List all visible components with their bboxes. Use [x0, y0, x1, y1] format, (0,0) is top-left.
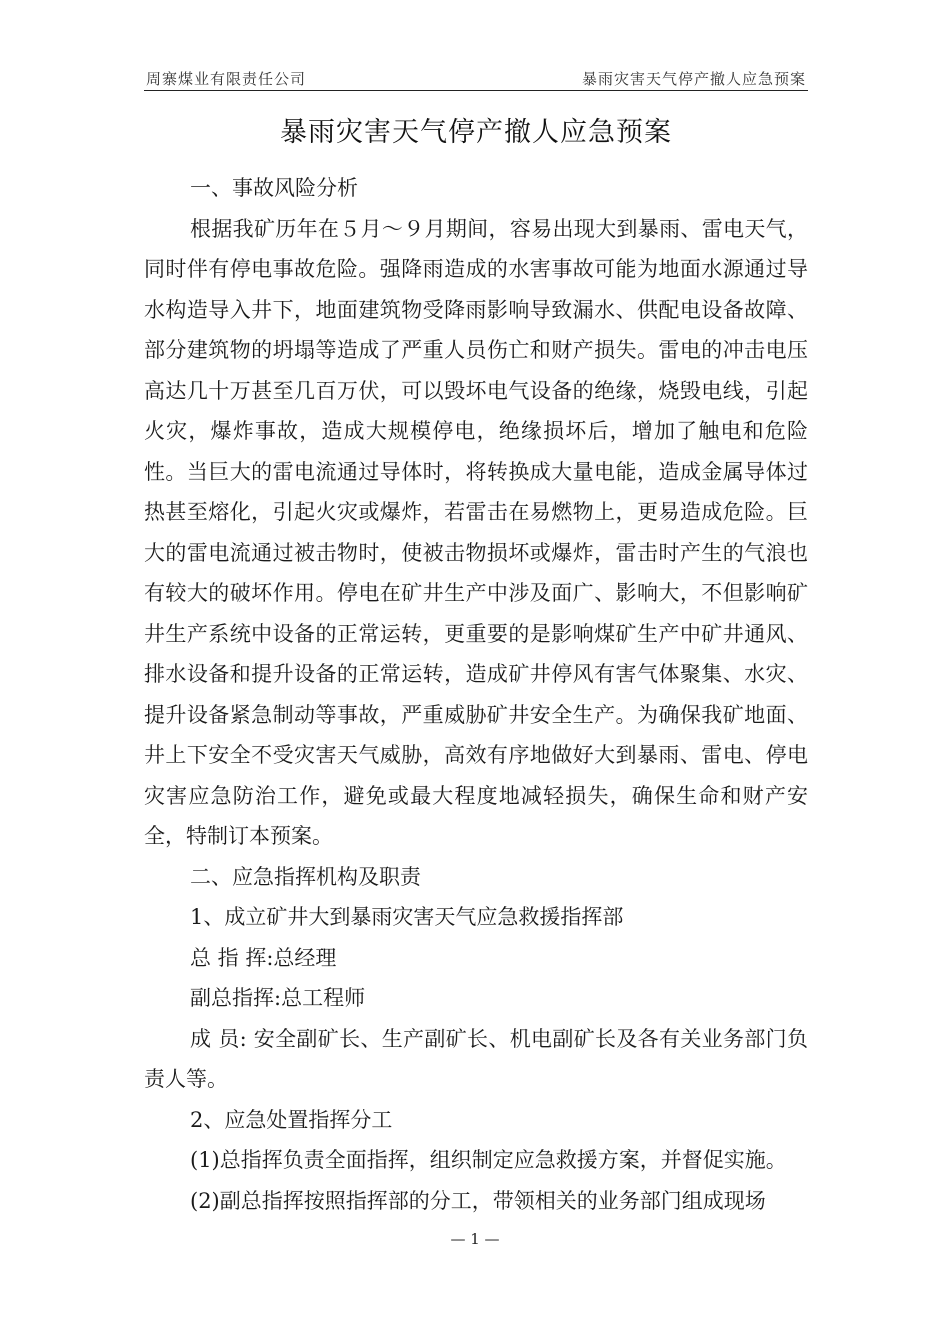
page-number: — 1 —: [450, 1230, 500, 1248]
header-document-title: 暴雨灾害天气停产撤人应急预案: [581, 70, 806, 88]
commander-line: 总 指 挥:总经理: [190, 945, 337, 970]
duty-item-1: (1)总指挥负责全面指挥，组织制定应急救援方案，并督促实施。: [190, 1148, 787, 1172]
deputy-commander-line: 副总指挥:总工程师: [190, 986, 366, 1010]
paragraph-risk-analysis: 根据我矿历年在５月～９月期间，容易出现大到暴雨、雷电天气，同时伴有停电事故危险。强降雨造成的水害事故可能为地面水源通过导水构造导入井下，地面建筑物受降雨影响导致漏水、供配电设备故障、部分建筑物的坍塌等造成了严重人员伤亡和财产损失。雷电的冲击电压高达几十万甚至几百万伏，可以毁坏电气设备的绝缘，烧毁电线，引起火灾，爆炸事故，造成大规模停电，绝缘损坏后，增加了触电和危险性。当巨大的雷电流通过导体时，将转换成大量电能，造成金属导体过热甚至熔化，引起火灾或爆炸，若雷击在易燃物上，更易造成危险。巨大的雷电流通过被击物时，使被击物损坏或爆炸，雷击时产生的气浪也有较大的破坏作用。停电在矿井生产中涉及面广、影响大，不但影响矿井生产系统中设备的正常运转，更重要的是影响煤矿生产中矿井通风、排水设备和提升设备的正常运转，造成矿井停风有害气体聚集、水灾、提升设备紧急制动等事故，严重威胁矿井安全生产。为确保我矿地面、井上下安全不受灾害天气威胁，高效有序地做好大到暴雨、雷电、停电灾害应急防治工作，避免或最大程度地减轻损失，确保生命和财产安全，特制订本预案。: [144, 216, 808, 848]
members-line: 成 员: 安全副矿长、生产副矿长、机电副矿长及各有关业务部门负责人等。: [144, 1026, 808, 1091]
subheading-division-of-duties: 2、应急处置指挥分工: [190, 1107, 393, 1132]
page-title: 暴雨灾害天气停产撤人应急预案: [280, 117, 672, 148]
section-heading-risk-analysis: 一、事故风险分析: [190, 176, 358, 200]
document-body: [144, 168, 808, 1221]
subheading-establish-command: 1、成立矿井大到暴雨灾害天气应急救援指挥部: [190, 905, 624, 929]
section-heading-command-structure: 二、应急指挥机构及职责: [190, 864, 421, 889]
header-company: 周寨煤业有限责任公司: [146, 70, 307, 88]
page-header: [144, 66, 808, 91]
duty-item-2: (2)副总指挥按照指挥部的分工，带领相关的业务部门组成现场: [190, 1188, 766, 1213]
